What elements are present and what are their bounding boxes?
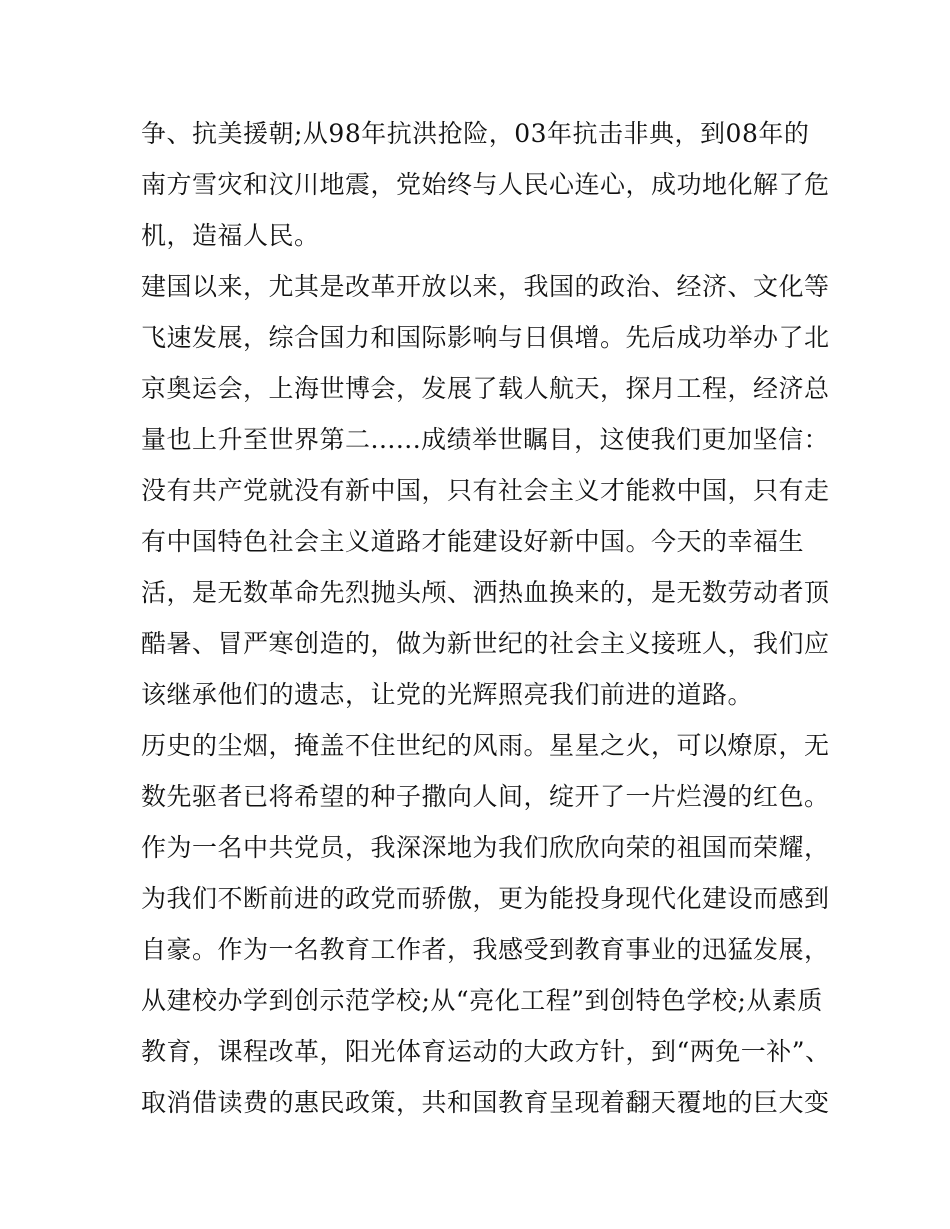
text-line: 京奥运会，上海世博会，发展了载人航天，探月工程，经济总 (141, 374, 830, 403)
text-line: 争、抗美援朝;从98年抗洪抢险，03年抗击非典，到08年的 (141, 119, 810, 148)
text-line: 为我们不断前进的政党而骄傲，更为能投身现代化建设而感到 (141, 884, 830, 913)
text-line: 从建校办学到创示范学校;从“亮化工程”到创特色学校;从素质 (141, 986, 823, 1015)
text-line: 自豪。作为一名教育工作者，我感受到教育事业的迅猛发展， (141, 935, 830, 964)
text-line: 取消借读费的惠民政策，共和国教育呈现着翻天覆地的巨大变 (141, 1088, 830, 1117)
text-line: 作为一名中共党员，我深深地为我们欣欣向荣的祖国而荣耀， (141, 833, 830, 862)
text-line: 教育，课程改革，阳光体育运动的大政方针，到“两免一补”、 (141, 1037, 831, 1066)
text-line: 酷暑、冒严寒创造的，做为新世纪的社会主义接班人，我们应 (141, 629, 830, 658)
text-line: 活，是无数革命先烈抛头颅、洒热血换来的，是无数劳动者顶 (141, 578, 830, 607)
text-line: 量也上升至世界第二......成绩举世瞩目，这使我们更加坚信： (141, 425, 830, 454)
text-line: 飞速发展，综合国力和国际影响与日俱增。先后成功举办了北 (141, 323, 830, 352)
text-line: 历史的尘烟，掩盖不住世纪的风雨。星星之火，可以燎原，无 (141, 731, 830, 760)
text-line: 该继承他们的遗志，让党的光辉照亮我们前进的道路。 (141, 680, 754, 709)
body-text (141, 108, 831, 1128)
text-line: 有中国特色社会主义道路才能建设好新中国。今天的幸福生 (141, 527, 805, 556)
text-line: 建国以来，尤其是改革开放以来，我国的政治、经济、文化等 (141, 272, 830, 301)
text-line: 数先驱者已将希望的种子撒向人间，绽开了一片烂漫的红色。 (141, 782, 830, 811)
text-line: 南方雪灾和汶川地震，党始终与人民心连心，成功地化解了危 (141, 170, 830, 199)
text-line: 没有共产党就没有新中国，只有社会主义才能救中国，只有走 (141, 476, 830, 505)
text-line: 机，造福人民。 (141, 221, 320, 250)
